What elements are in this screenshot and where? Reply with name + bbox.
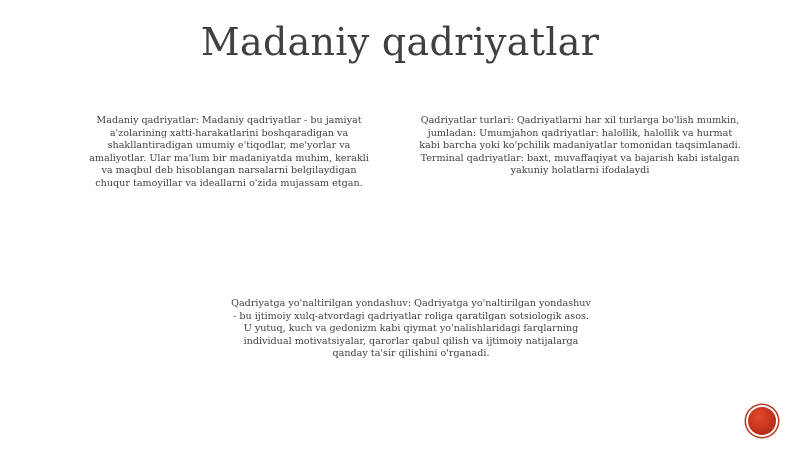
slide-title: Madaniy qadriyatlar: [200, 20, 600, 64]
text-block-value-approach: Qadriyatga yo'naltirilgan yondashuv: Qadriyatga yo'naltirilgan yondashuv - bu ijtimoiy xulq-atvordagi qadriyatlar roliga qaratilgan sotsiologik asos. U yutuq, kuch va gedonizm kabi qiymat yo'nalishlaridagi farqlarning individual motivatsiyalar, qarorlar qabul qilish va ijtimoiy natijalarga qanday ta'sir qilishini o'rganadi.: [231, 298, 591, 359]
text-block-cultural-values: Madaniy qadriyatlar: Madaniy qadriyatlar - bu jamiyat a'zolarining xatti-harakatlarini boshqaradigan va shakllantiradigan umumiy e'tiqodlar, me'yorlar va amaliyotlar. Ular ma'lum bir madaniyatda muhim, kerakli va maqbul deb hisoblangan narsalarni belgilaydigan chuqur tamoyillar va ideallarni o'zida mujassam etgan.: [89, 115, 369, 189]
text-block-value-types: Qadriyatlar turlari: Qadriyatlarni har xil turlarga bo'lish mumkin, jumladan: Umumjahon qadriyatlar: halollik, halollik va hurmat kabi barcha yoki ko'pchilik madaniyatlar tomonidan taqsimlanadi. Terminal qadriyatlar: baxt, muvaffaqiyat va bajarish kabi istalgan yakuniy holatlarni ifodalaydi: [419, 115, 741, 176]
next-slide-button[interactable]: [748, 407, 776, 435]
